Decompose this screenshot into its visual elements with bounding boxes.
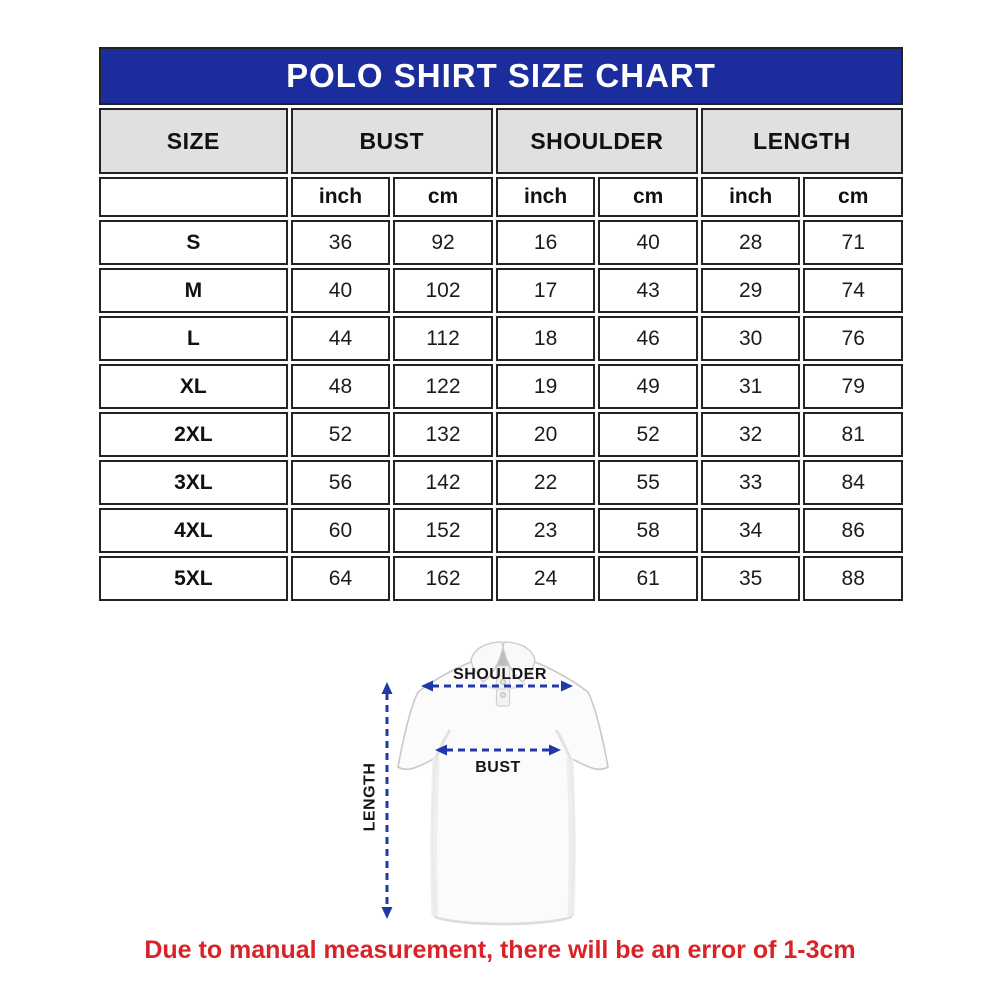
value-cell: 64 (291, 556, 391, 601)
unit-header-bust-cm: cm (393, 177, 493, 217)
polo-shirt-measurement-diagram (348, 632, 682, 942)
value-cell: 36 (291, 220, 391, 265)
banner-row (99, 47, 903, 105)
value-cell: 17 (496, 268, 596, 313)
value-cell: 16 (496, 220, 596, 265)
size-label: 4XL (99, 508, 288, 553)
value-cell: 152 (393, 508, 493, 553)
value-cell: 74 (803, 268, 903, 313)
length-label: LENGTH (361, 762, 379, 832)
value-cell: 20 (496, 412, 596, 457)
unit-header-row (99, 177, 903, 217)
value-cell: 22 (496, 460, 596, 505)
value-cell: 52 (291, 412, 391, 457)
value-cell: 162 (393, 556, 493, 601)
unit-header-shoulder-cm: cm (598, 177, 698, 217)
value-cell: 55 (598, 460, 698, 505)
value-cell: 86 (803, 508, 903, 553)
group-header-row (99, 108, 903, 174)
size-label: S (99, 220, 288, 265)
value-cell: 46 (598, 316, 698, 361)
unit-header-length-inch: inch (701, 177, 801, 217)
size-label: 2XL (99, 412, 288, 457)
value-cell: 35 (701, 556, 801, 601)
value-cell: 40 (598, 220, 698, 265)
table-row-5xl (99, 556, 903, 601)
chart-title: POLO SHIRT SIZE CHART (99, 47, 903, 105)
value-cell: 33 (701, 460, 801, 505)
value-cell: 56 (291, 460, 391, 505)
size-label: 5XL (99, 556, 288, 601)
table-row-s (99, 220, 903, 265)
value-cell: 30 (701, 316, 801, 361)
value-cell: 28 (701, 220, 801, 265)
value-cell: 92 (393, 220, 493, 265)
value-cell: 23 (496, 508, 596, 553)
value-cell: 84 (803, 460, 903, 505)
unit-header-length-cm: cm (803, 177, 903, 217)
length-measure-arrow (382, 682, 393, 919)
shoulder-label: SHOULDER (453, 666, 547, 683)
table-row-4xl (99, 508, 903, 553)
value-cell: 40 (291, 268, 391, 313)
size-chart-table (96, 44, 906, 604)
value-cell: 24 (496, 556, 596, 601)
value-cell: 32 (701, 412, 801, 457)
unit-header-shoulder-inch: inch (496, 177, 596, 217)
value-cell: 18 (496, 316, 596, 361)
value-cell: 58 (598, 508, 698, 553)
value-cell: 88 (803, 556, 903, 601)
unit-header-bust-inch: inch (291, 177, 391, 217)
column-header-shoulder: SHOULDER (496, 108, 698, 174)
bust-label: BUST (475, 759, 521, 776)
column-header-bust: BUST (291, 108, 493, 174)
measurement-error-note: Due to manual measurement, there will be an error of 1-3cm (144, 936, 856, 964)
value-cell: 71 (803, 220, 903, 265)
value-cell: 122 (393, 364, 493, 409)
unit-header-empty (99, 177, 288, 217)
size-label: L (99, 316, 288, 361)
value-cell: 48 (291, 364, 391, 409)
value-cell: 79 (803, 364, 903, 409)
table-row-3xl (99, 460, 903, 505)
value-cell: 61 (598, 556, 698, 601)
size-label: M (99, 268, 288, 313)
value-cell: 112 (393, 316, 493, 361)
table-row-xl (99, 364, 903, 409)
value-cell: 44 (291, 316, 391, 361)
value-cell: 52 (598, 412, 698, 457)
column-header-size: SIZE (99, 108, 288, 174)
value-cell: 102 (393, 268, 493, 313)
table-row-2xl (99, 412, 903, 457)
value-cell: 19 (496, 364, 596, 409)
value-cell: 43 (598, 268, 698, 313)
value-cell: 76 (803, 316, 903, 361)
value-cell: 29 (701, 268, 801, 313)
size-label: 3XL (99, 460, 288, 505)
table-row-l (99, 316, 903, 361)
table-row-m (99, 268, 903, 313)
column-header-length: LENGTH (701, 108, 903, 174)
value-cell: 60 (291, 508, 391, 553)
value-cell: 81 (803, 412, 903, 457)
value-cell: 132 (393, 412, 493, 457)
value-cell: 31 (701, 364, 801, 409)
value-cell: 142 (393, 460, 493, 505)
value-cell: 49 (598, 364, 698, 409)
value-cell: 34 (701, 508, 801, 553)
size-label: XL (99, 364, 288, 409)
